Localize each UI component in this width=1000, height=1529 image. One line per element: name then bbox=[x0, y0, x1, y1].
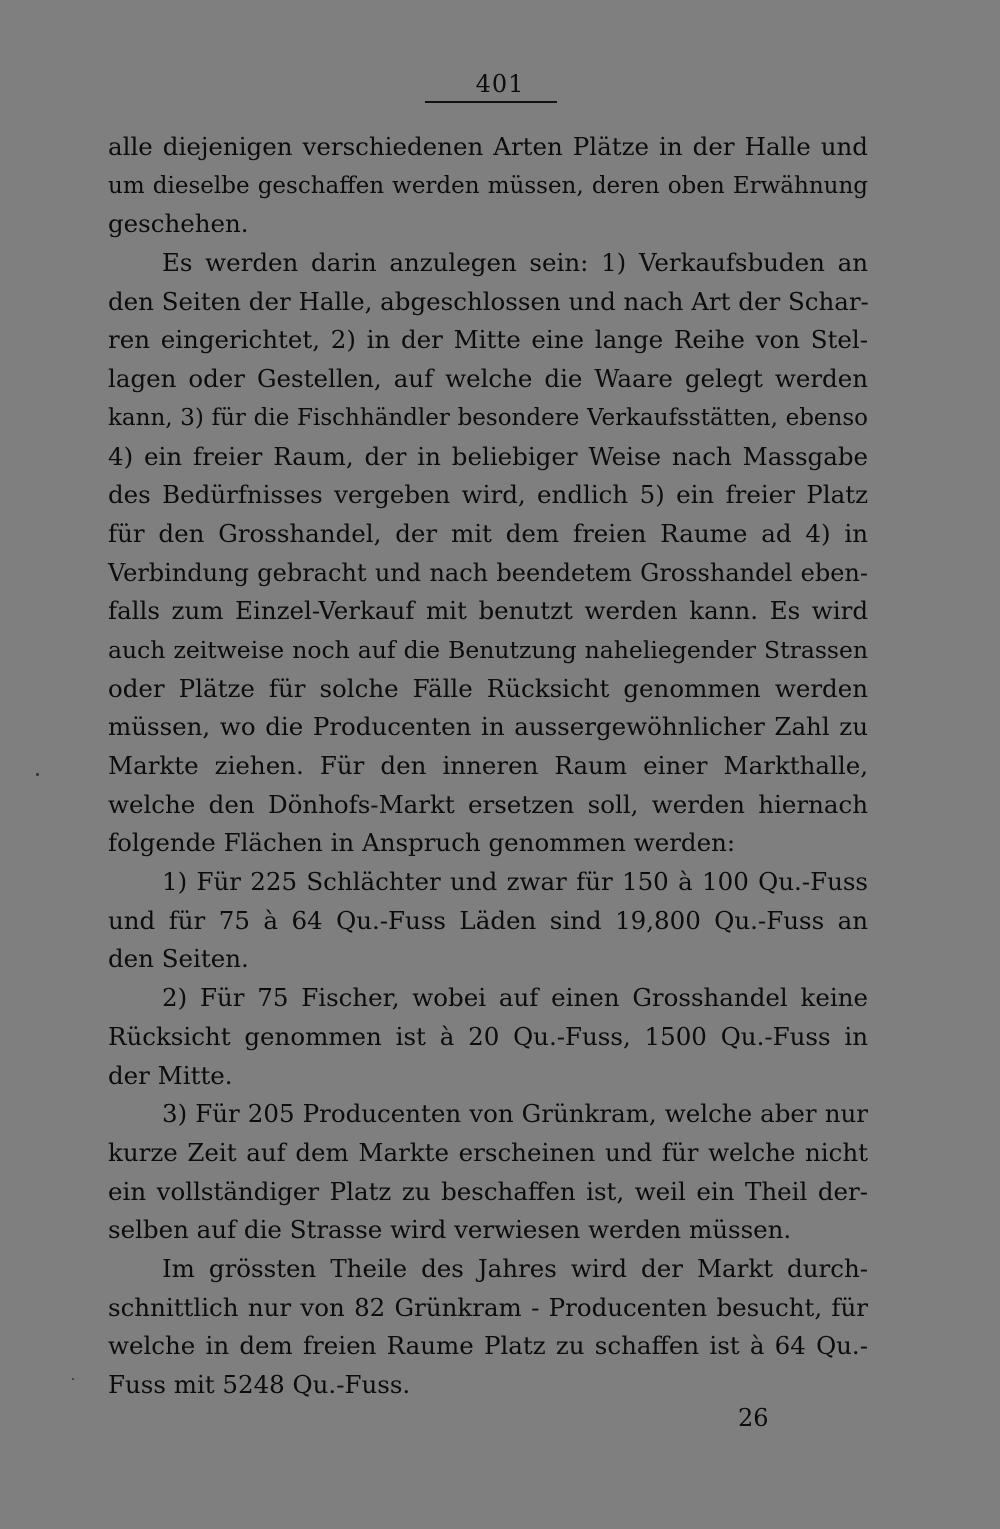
scan-speck bbox=[72, 1378, 74, 1380]
text-line: Rücksicht genommen ist à 20 Qu.-Fuss, 1500 Qu.-Fuss in bbox=[108, 1021, 868, 1051]
text-line: müssen, wo die Producenten in aussergewöhnlicher Zahl zu bbox=[108, 712, 868, 742]
text-line: 1) Für 225 Schlächter und zwar für 150 à 100 Qu.-Fuss bbox=[162, 867, 868, 897]
signature-mark: 26 bbox=[738, 1404, 769, 1432]
text-line: lagen oder Gestellen, auf welche die Waare gelegt werden bbox=[108, 364, 868, 394]
text-line: auch zeitweise noch auf die Benutzung naheliegender Strassen bbox=[108, 635, 868, 664]
text-line: des Bedürfnisses vergeben wird, endlich 5) ein freier Platz bbox=[108, 480, 868, 510]
text-line: welche in dem freien Raume Platz zu schaffen ist à 64 Qu.- bbox=[108, 1331, 868, 1361]
body-text bbox=[108, 128, 868, 1405]
text-line: Markte ziehen. Für den inneren Raum einer Markthalle, bbox=[108, 751, 868, 780]
text-line: oder Plätze für solche Fälle Rücksicht genommen werden bbox=[108, 673, 868, 703]
text-line: 4) ein freier Raum, der in beliebiger Weise nach Massgabe bbox=[108, 441, 868, 471]
text-line: falls zum Einzel-Verkauf mit benutzt werden kann. Es wird bbox=[108, 596, 868, 626]
scan-speck bbox=[36, 773, 39, 776]
text-line: Im grössten Theile des Jahres wird der Markt durch- bbox=[162, 1253, 868, 1283]
text-line: Verbindung gebracht und nach beendetem Grosshandel eben- bbox=[108, 558, 868, 587]
text-line: 2) Für 75 Fischer, wobei auf einen Grosshandel keine bbox=[162, 983, 868, 1013]
text-line: ren eingerichtet, 2) in der Mitte eine lange Reihe von Stel- bbox=[108, 325, 868, 355]
text-line: 3) Für 205 Producenten von Grünkram, welche aber nur bbox=[162, 1099, 868, 1129]
text-line: welche den Dönhofs-Markt ersetzen soll, werden hiernach bbox=[108, 789, 868, 819]
page-number: 401 bbox=[475, 70, 525, 98]
text-line: der Mitte. bbox=[108, 1060, 233, 1090]
text-line: um dieselbe geschaffen werden müssen, deren oben Erwähnung bbox=[108, 172, 868, 199]
text-line: den Seiten der Halle, abgeschlossen und nach Art der Schar- bbox=[108, 286, 869, 316]
text-line: geschehen. bbox=[108, 209, 249, 239]
text-line: kann, 3) für die Fischhändler besondere Verkaufsstätten, ebenso bbox=[108, 404, 868, 431]
text-line: und für 75 à 64 Qu.-Fuss Läden sind 19,800 Qu.-Fuss an bbox=[108, 905, 868, 935]
text-line: für den Grosshandel, der mit dem freien Raume ad 4) in bbox=[108, 518, 868, 548]
text-line: Fuss mit 5248 Qu.-Fuss. bbox=[108, 1370, 411, 1399]
text-line: alle diejenigen verschiedenen Arten Plätze in der Halle und bbox=[108, 132, 868, 161]
text-line: kurze Zeit auf dem Markte erscheinen und für welche nicht bbox=[108, 1137, 868, 1167]
text-line: folgende Flächen in Anspruch genommen werden: bbox=[108, 828, 736, 858]
text-line: schnittlich nur von 82 Grünkram - Producenten besucht, für bbox=[108, 1292, 868, 1322]
text-line: selben auf die Strasse wird verwiesen werden müssen. bbox=[108, 1215, 792, 1245]
text-line: ein vollständiger Platz zu beschaffen ist, weil ein Theil der- bbox=[108, 1176, 868, 1206]
text-line: den Seiten. bbox=[108, 944, 249, 974]
header-rule bbox=[425, 101, 557, 103]
text-line: Es werden darin anzulegen sein: 1) Verkaufsbuden an bbox=[162, 248, 868, 278]
